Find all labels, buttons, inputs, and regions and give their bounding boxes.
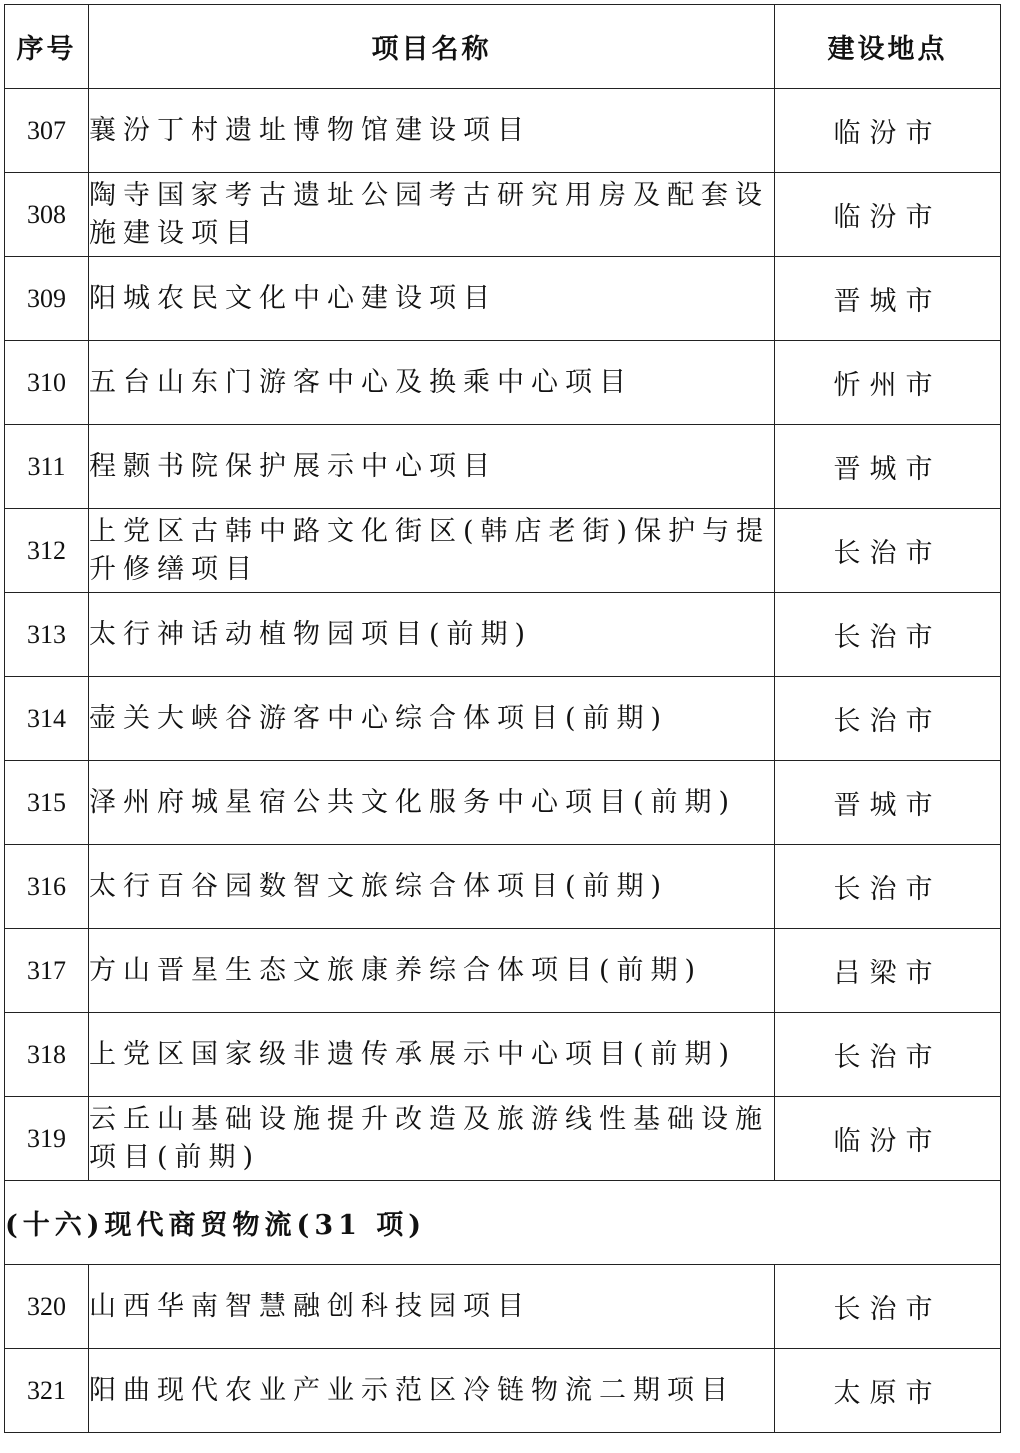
project-name: 山西华南智慧融创科技园项目 xyxy=(89,1265,775,1349)
project-name: 阳城农民文化中心建设项目 xyxy=(89,257,775,341)
table-row xyxy=(5,1265,1001,1349)
table-row xyxy=(5,89,1001,173)
table-row xyxy=(5,1349,1001,1433)
table-row xyxy=(5,173,1001,257)
row-number: 318 xyxy=(5,1013,89,1097)
table-row xyxy=(5,593,1001,677)
row-number: 309 xyxy=(5,257,89,341)
section-row xyxy=(5,1181,1001,1265)
project-location: 吕梁市 xyxy=(775,929,1001,1013)
row-number: 308 xyxy=(5,173,89,257)
row-number: 310 xyxy=(5,341,89,425)
row-number: 321 xyxy=(5,1349,89,1433)
row-number: 311 xyxy=(5,425,89,509)
project-name: 太行百谷园数智文旅综合体项目(前期) xyxy=(89,845,775,929)
project-name: 太行神话动植物园项目(前期) xyxy=(89,593,775,677)
project-name: 陶寺国家考古遗址公园考古研究用房及配套设施建设项目 xyxy=(89,173,775,257)
project-table xyxy=(4,4,1001,1433)
project-location: 晋城市 xyxy=(775,761,1001,845)
table-row xyxy=(5,1013,1001,1097)
project-name: 方山晋星生态文旅康养综合体项目(前期) xyxy=(89,929,775,1013)
table-row xyxy=(5,341,1001,425)
project-location: 临汾市 xyxy=(775,89,1001,173)
header-index: 序号 xyxy=(5,5,89,89)
project-location: 长治市 xyxy=(775,593,1001,677)
project-name: 上党区国家级非遗传承展示中心项目(前期) xyxy=(89,1013,775,1097)
project-name: 壶关大峡谷游客中心综合体项目(前期) xyxy=(89,677,775,761)
header-project-name: 项目名称 xyxy=(89,5,775,89)
row-number: 320 xyxy=(5,1265,89,1349)
project-location: 长治市 xyxy=(775,509,1001,593)
project-location: 临汾市 xyxy=(775,173,1001,257)
project-location: 长治市 xyxy=(775,1265,1001,1349)
project-location: 太原市 xyxy=(775,1349,1001,1433)
project-location: 忻州市 xyxy=(775,341,1001,425)
row-number: 314 xyxy=(5,677,89,761)
row-number: 315 xyxy=(5,761,89,845)
project-location: 长治市 xyxy=(775,1013,1001,1097)
project-location: 长治市 xyxy=(775,677,1001,761)
project-name: 程颢书院保护展示中心项目 xyxy=(89,425,775,509)
project-name: 上党区古韩中路文化街区(韩店老街)保护与提升修缮项目 xyxy=(89,509,775,593)
project-name: 泽州府城星宿公共文化服务中心项目(前期) xyxy=(89,761,775,845)
header-location: 建设地点 xyxy=(775,5,1001,89)
table-row xyxy=(5,929,1001,1013)
row-number: 307 xyxy=(5,89,89,173)
project-location: 晋城市 xyxy=(775,425,1001,509)
row-number: 319 xyxy=(5,1097,89,1181)
table-row xyxy=(5,1097,1001,1181)
project-name: 襄汾丁村遗址博物馆建设项目 xyxy=(89,89,775,173)
project-location: 临汾市 xyxy=(775,1097,1001,1181)
table-row xyxy=(5,845,1001,929)
project-name: 五台山东门游客中心及换乘中心项目 xyxy=(89,341,775,425)
table-row xyxy=(5,509,1001,593)
project-location: 晋城市 xyxy=(775,257,1001,341)
project-name: 云丘山基础设施提升改造及旅游线性基础设施项目(前期) xyxy=(89,1097,775,1181)
table-header-row xyxy=(5,5,1001,89)
table-row xyxy=(5,677,1001,761)
row-number: 312 xyxy=(5,509,89,593)
table-row xyxy=(5,257,1001,341)
project-location: 长治市 xyxy=(775,845,1001,929)
row-number: 316 xyxy=(5,845,89,929)
project-name: 阳曲现代农业产业示范区冷链物流二期项目 xyxy=(89,1349,775,1433)
table-row xyxy=(5,761,1001,845)
row-number: 317 xyxy=(5,929,89,1013)
row-number: 313 xyxy=(5,593,89,677)
section-heading: (十六)现代商贸物流(31 项) xyxy=(5,1181,1001,1265)
table-row xyxy=(5,425,1001,509)
